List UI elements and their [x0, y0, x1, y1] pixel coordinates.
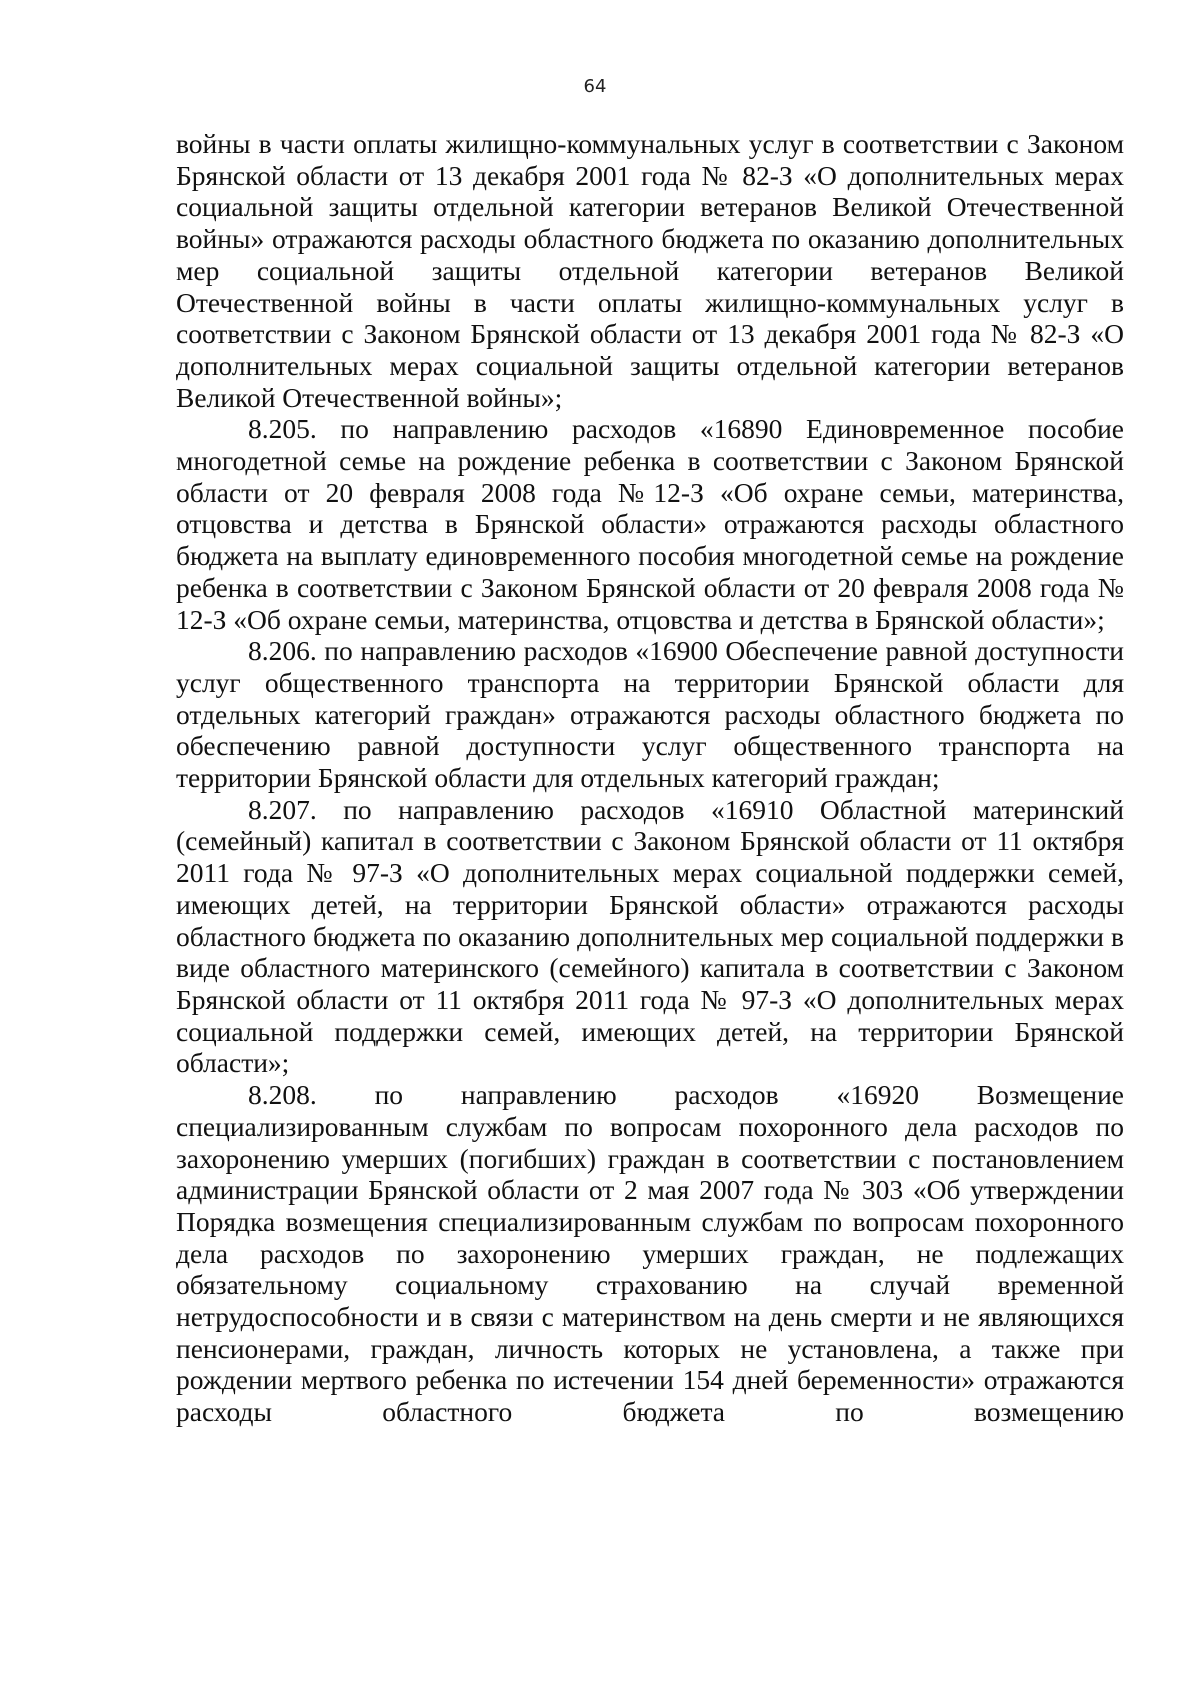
paragraph-continuation: войны в части оплаты жилищно-коммунальных услуг в соответствии с Законом Брянской области от 13 декабря 2001 года № 82-З «О дополнительных мерах социальной защиты отдельной категории ветеранов Великой Отечественной войны» отражаются расходы областного бюджета по оказанию дополнительных мер социальной защиты отдельной категории ветеранов Великой Отечественной войны в части оплаты жилищно-коммунальных услуг в соответствии с Законом Брянской области от 13 декабря 2001 года № 82-З «О дополнительных мерах социальной защиты отдельной категории ветеранов Великой Отечественной войны»;: [176, 128, 1124, 413]
paragraph-8-206: 8.206. по направлению расходов «16900 Обеспечение равной доступности услуг общественного транспорта на территории Брянской области для отдельных категорий граждан» отражаются расходы областного бюджета по обеспечению равной доступности услуг общественного транспорта на территории Брянской области для отдельных категорий граждан;: [176, 635, 1124, 794]
paragraph-8-208: 8.208. по направлению расходов «16920 Возмещение специализированным службам по вопросам похоронного дела расходов по захоронению умерших (погибших) граждан в соответствии с постановлением администрации Брянской области от 2 мая 2007 года № 303 «Об утверждении Порядка возмещения специализированным службам по вопросам похоронного дела расходов по захоронению умерших граждан, не подлежащих обязательному социальному страхованию на случай временной нетрудоспособности и в связи с материнством на день смерти и не являющихся пенсионерами, граждан, личность которых не установлена, а также при рождении мертвого ребенка по истечении 154 дней беременности» отражаются расходы областного бюджета по возмещению: [176, 1079, 1124, 1428]
paragraph-8-205: 8.205. по направлению расходов «16890 Единовременное пособие многодетной семье на рождение ребенка в соответствии с Законом Брянской области от 20 февраля 2008 года №12-З «Об охране семьи, материнства, отцовства и детства в Брянской области» отражаются расходы областного бюджета на выплату единовременного пособия многодетной семье на рождение ребенка в соответствии с Законом Брянской области от 20 февраля 2008 года № 12-З «Об охране семьи, материнства, отцовства и детства в Брянской области»;: [176, 413, 1124, 635]
document-body: [176, 128, 1124, 1428]
paragraph-8-207: 8.207. по направлению расходов «16910 Областной материнский (семейный) капитал в соответствии с Законом Брянской области от 11 октября 2011 года № 97-З «О дополнительных мерах социальной поддержки семей, имеющих детей, на территории Брянской области» отражаются расходы областного бюджета по оказанию дополнительных мер социальной поддержки в виде областного материнского (семейного) капитала в соответствии с Законом Брянской области от 11 октября 2011 года № 97-З «О дополнительных мерах социальной поддержки семей, имеющих детей, на территории Брянской области»;: [176, 793, 1124, 1079]
page-number: 64: [583, 76, 607, 97]
